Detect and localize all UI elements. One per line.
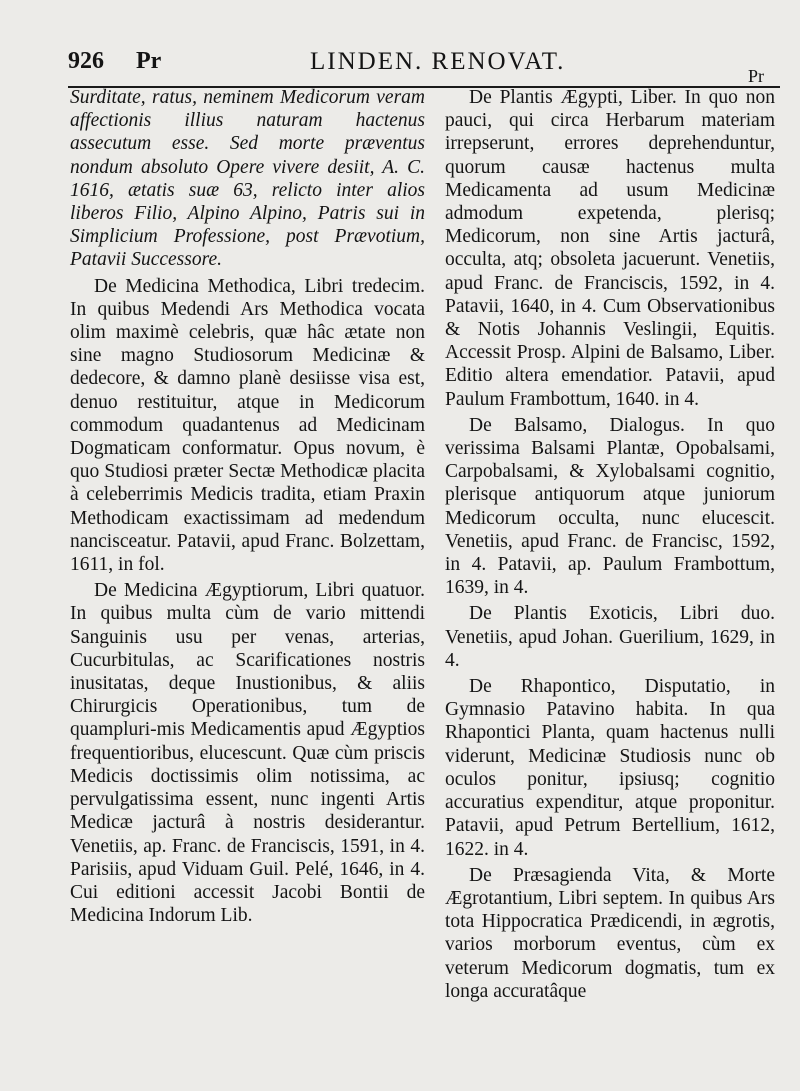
entry-medicina-aegyptiorum: De Medicina Ægyptiorum, Libri quatuor. In quibus multa cùm de vario mittendi Sanguinis usu per venas, arterias, Cucurbitulas, ac Scarificationes nostris inusitatas, deque Inustionibus, & aliis Chirurgicis Operationibus, tum de quampluri-mis Medicamentis apud Ægyptios frequentioribus, elucescunt. Quæ cùm priscis Medicis doctissimis olim notissima, ac pervulgatissima essent, nunc ingenti Artis Medicæ jacturâ à nostris desiderantur. Venetiis, ap. Franc. de Franciscis, 1591, in 4. Parisiis, apud Viduam Guil. Pelé, 1646, in 4. Cui editioni accessit Jacobi Bontii de Medicina Indorum Lib. (70, 580, 425, 927)
header-right-fragment: Pr (748, 66, 765, 86)
entry-praesagienda-vita: De Præsagienda Vita, & Morte Ægrotantium, Libri septem. In quibus Ars tota Hippocratica Prædicendi, in ægrotis, varios morborum eventus, cùm ex veterum Medicorum dogmatis, tum ex longa accuratâque (445, 864, 775, 1002)
entry-medicina-methodica: De Medicina Methodica, Libri tredecim. In quibus Medendi Ars Methodica vocata olim maximè celebris, quæ hâc ætate non sine magno Studiosorum Medicinæ & dedecore, & damno planè desiisse visa est, denuo restituitur, atque in Medicorum commodum quadantenus ad Medicinam Dogmaticam conformatur. Opus novum, è quo Studiosi præter Sectæ Methodicæ placita à celeberrimis Medicis tradita, etiam Praxin Methodicam exactissimam ad medendum nancisceatur. Patavii, apud Franc. Bolzettam, 1611, in fol. (70, 275, 425, 576)
page-number: 926 (68, 48, 104, 74)
running-title: LINDEN. RENOVAT. (310, 48, 566, 75)
entry-rhapontico: De Rhapontico, Disputatio, in Gymnasio Patavino habita. In qua Rhapontici Planta, quam hactenus nulli viderunt, Medicinæ Studiosis nunc ob oculos ponitur, ipsiusq; cognitio accuratius expenditur, atque proponitur. Patavii, apud Petrum Bertellium, 1612, 1622. in 4. (445, 676, 775, 860)
left-column (70, 86, 425, 927)
entry-balsamo: De Balsamo, Dialogus. In quo verissima Balsami Plantæ, Opobalsami, Carpobalsami, & Xylobalsami cognitio, plerisque antiquorum atque juniorum Medicorum occulta, nunc elucescit. Venetiis, apud Franc. de Francisc, 1592, in 4. Patavii, ap. Paulum Frambottum, 1639, in 4. (445, 414, 775, 599)
continuation-paragraph: Surditate, ratus, neminem Medicorum veram affectionis illius naturam hactenus assecutum esse. Sed morte præventus nondum absoluto Opere vivere desiit, A. C. 1616, ætatis suæ 63, relicto inter alios liberos Filio, Alpino Alpino, Patris sui in Simplicium Professione, post Prævotium, Patavii Successore. (70, 87, 425, 271)
right-column (445, 86, 775, 1003)
running-header (68, 48, 780, 88)
entry-plantis-aegypti: De Plantis Ægypti, Liber. In quo non pauci, qui circa Herbarum materiam irrepserunt, errores deprehenduntur, quorum causæ hactenus multa Medicamenta ad usum Medicinæ admodum expetenda, plerisq; Medicorum, non sine Artis jacturâ, occulta, atq; obsoleta jacuerunt. Venetiis, apud Franc. de Franciscis, 1592, in 4. Patavii, 1640, in 4. Cum Observationibus & Notis Johannis Veslingii, Equitis. Accessit Prosp. Alpini de Balsamo, Liber. Editio altera emendatior. Patavii, apud Paulum Frambottum, 1640. in 4. (445, 87, 775, 410)
header-abbrev: Pr (136, 48, 162, 74)
entry-plantis-exoticis: De Plantis Exoticis, Libri duo. Venetiis, apud Johan. Guerilium, 1629, in 4. (445, 603, 775, 671)
